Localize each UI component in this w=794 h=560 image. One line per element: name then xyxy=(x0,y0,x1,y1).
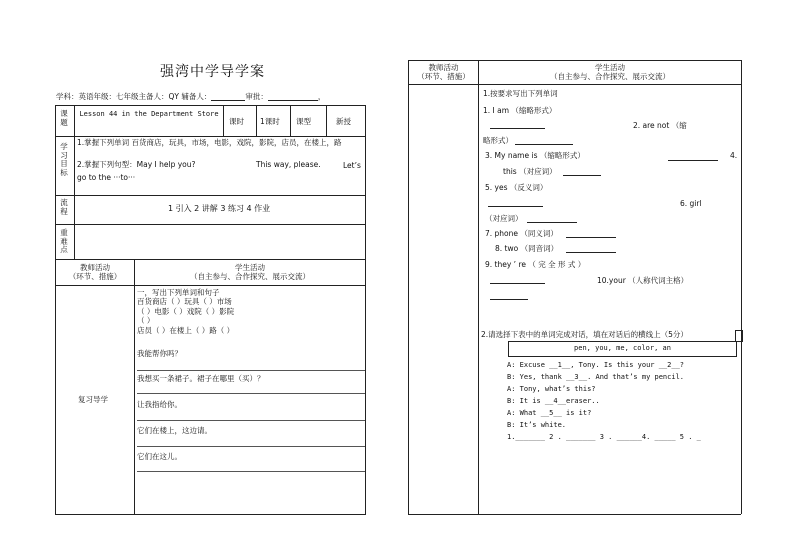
dialog-4: B: It is __4__eraser.. xyxy=(507,397,600,405)
info-tail: ， xyxy=(317,92,326,101)
info-review: 审批： xyxy=(245,92,268,101)
blank xyxy=(566,244,616,253)
row-1b: 2. are not （缩 xyxy=(633,121,687,130)
word-box xyxy=(508,341,737,357)
row-3a: 3. My name is （缩略形式） xyxy=(485,151,585,160)
question-2: 我想买一条裙子。裙子在哪里（买）？ xyxy=(137,374,265,383)
review-label: 复习导学 xyxy=(78,395,108,404)
goals-label: 学习目标 xyxy=(60,142,68,177)
right-student-head: 学生活动 （自主参与、合作探究、展示交流） xyxy=(550,63,670,82)
hours-label: 课时 xyxy=(229,117,244,126)
row-4a: this （对应词） xyxy=(503,167,601,176)
goal-2b: This way, please. xyxy=(256,160,321,169)
answer-blanks: 1._______ 2 . _______ 3 . ______4. _____ 5 . _ xyxy=(507,433,701,441)
info-line xyxy=(56,92,325,101)
key-label: 重难点 xyxy=(60,228,68,255)
ex1-line-1: 百货商店（ ）玩具（ ）市场 xyxy=(137,297,232,306)
lesson-title: Lesson 44 in the Department Store xyxy=(79,110,219,118)
hours-value: 1课时 xyxy=(260,117,280,126)
dialog-3: A: Tony, what’s this? xyxy=(507,385,596,393)
teacher-head: 教师活动 （环节、措施） xyxy=(68,263,122,282)
question-3: 让我指给你。 xyxy=(137,400,182,409)
page-title: 强湾中学导学案 xyxy=(160,64,265,80)
info-subject: 学科：英语年级：七年级主备人：QY 辅备人： xyxy=(56,92,212,101)
blank xyxy=(566,229,616,238)
row-2a: 略形式） xyxy=(483,136,573,145)
word-box-text: pen, you, me, color, an xyxy=(574,344,671,352)
row-11b: 10.your （人称代词主格） xyxy=(597,276,689,285)
blank xyxy=(563,167,601,176)
ex1-title: 一，写出下列单词和句子 xyxy=(137,288,220,297)
dialog-2: B: Yes, thank __3__. And that’s my pencil. xyxy=(507,373,685,381)
student-head: 学生活动 （自主参与、合作探究、展示交流） xyxy=(190,263,310,282)
part1-title: 1.按要求写出下列单词 xyxy=(483,89,558,98)
part2-title: 2.请选择下表中的单词完成对话，填在对话后的横线上（5分） xyxy=(481,330,688,339)
row-3b: 4. xyxy=(730,151,738,160)
question-4: 它们在楼上，这边请。 xyxy=(137,426,212,435)
row-9a: 8. two （同音词） xyxy=(495,244,616,253)
right-teacher-head: 教师活动 （环节、措施） xyxy=(417,63,470,82)
blank xyxy=(515,136,573,145)
row-7a: （对应词） xyxy=(485,214,577,223)
row-1a: 1. I am （缩略形式） xyxy=(483,106,557,115)
type-value: 新授 xyxy=(336,117,351,126)
blank xyxy=(268,92,318,101)
blank xyxy=(527,214,577,223)
ex1-line-4: 店员（ ）在楼上（ ）路（ ） xyxy=(137,326,235,335)
dialog-5: A: What __5__ is it? xyxy=(507,409,592,417)
score-box xyxy=(735,330,743,342)
topic-label: 课题 xyxy=(60,109,68,127)
ex1-line-2: （ ）电影（ ）戏院（ ）影院 xyxy=(137,307,235,316)
question-5: 它们在这儿。 xyxy=(137,452,182,461)
process-label: 流程 xyxy=(60,198,68,216)
row-8a: 7. phone （同义词） xyxy=(485,229,616,238)
dialog-1: A: Excuse __1__, Tony. Is this your __2__? xyxy=(507,361,685,369)
blank xyxy=(211,92,245,101)
dialog-6: B: It’s white. xyxy=(507,421,567,429)
ex1-line-3: （ ） xyxy=(137,316,155,325)
row-6b: 6. girl xyxy=(680,199,702,208)
goal-1: 1.掌握下列单词 百货商店，玩具，市场，电影，戏院，影院，店员，在楼上，路 xyxy=(77,138,342,147)
row-5a: 5. yes （反义词） xyxy=(485,183,548,192)
goal-2a: 2.掌握下列句型：May I help you? xyxy=(77,160,196,169)
process-value: 1 引入 2 讲解 3 练习 4 作业 xyxy=(168,204,271,213)
goal-2c: Let’s go to the ···to··· xyxy=(77,161,361,182)
type-label: 课型 xyxy=(296,117,311,126)
question-1: 我能帮你吗？ xyxy=(137,349,182,358)
row-10a: 9. they ’ re （ 完 全 形 式 ） xyxy=(485,260,586,269)
